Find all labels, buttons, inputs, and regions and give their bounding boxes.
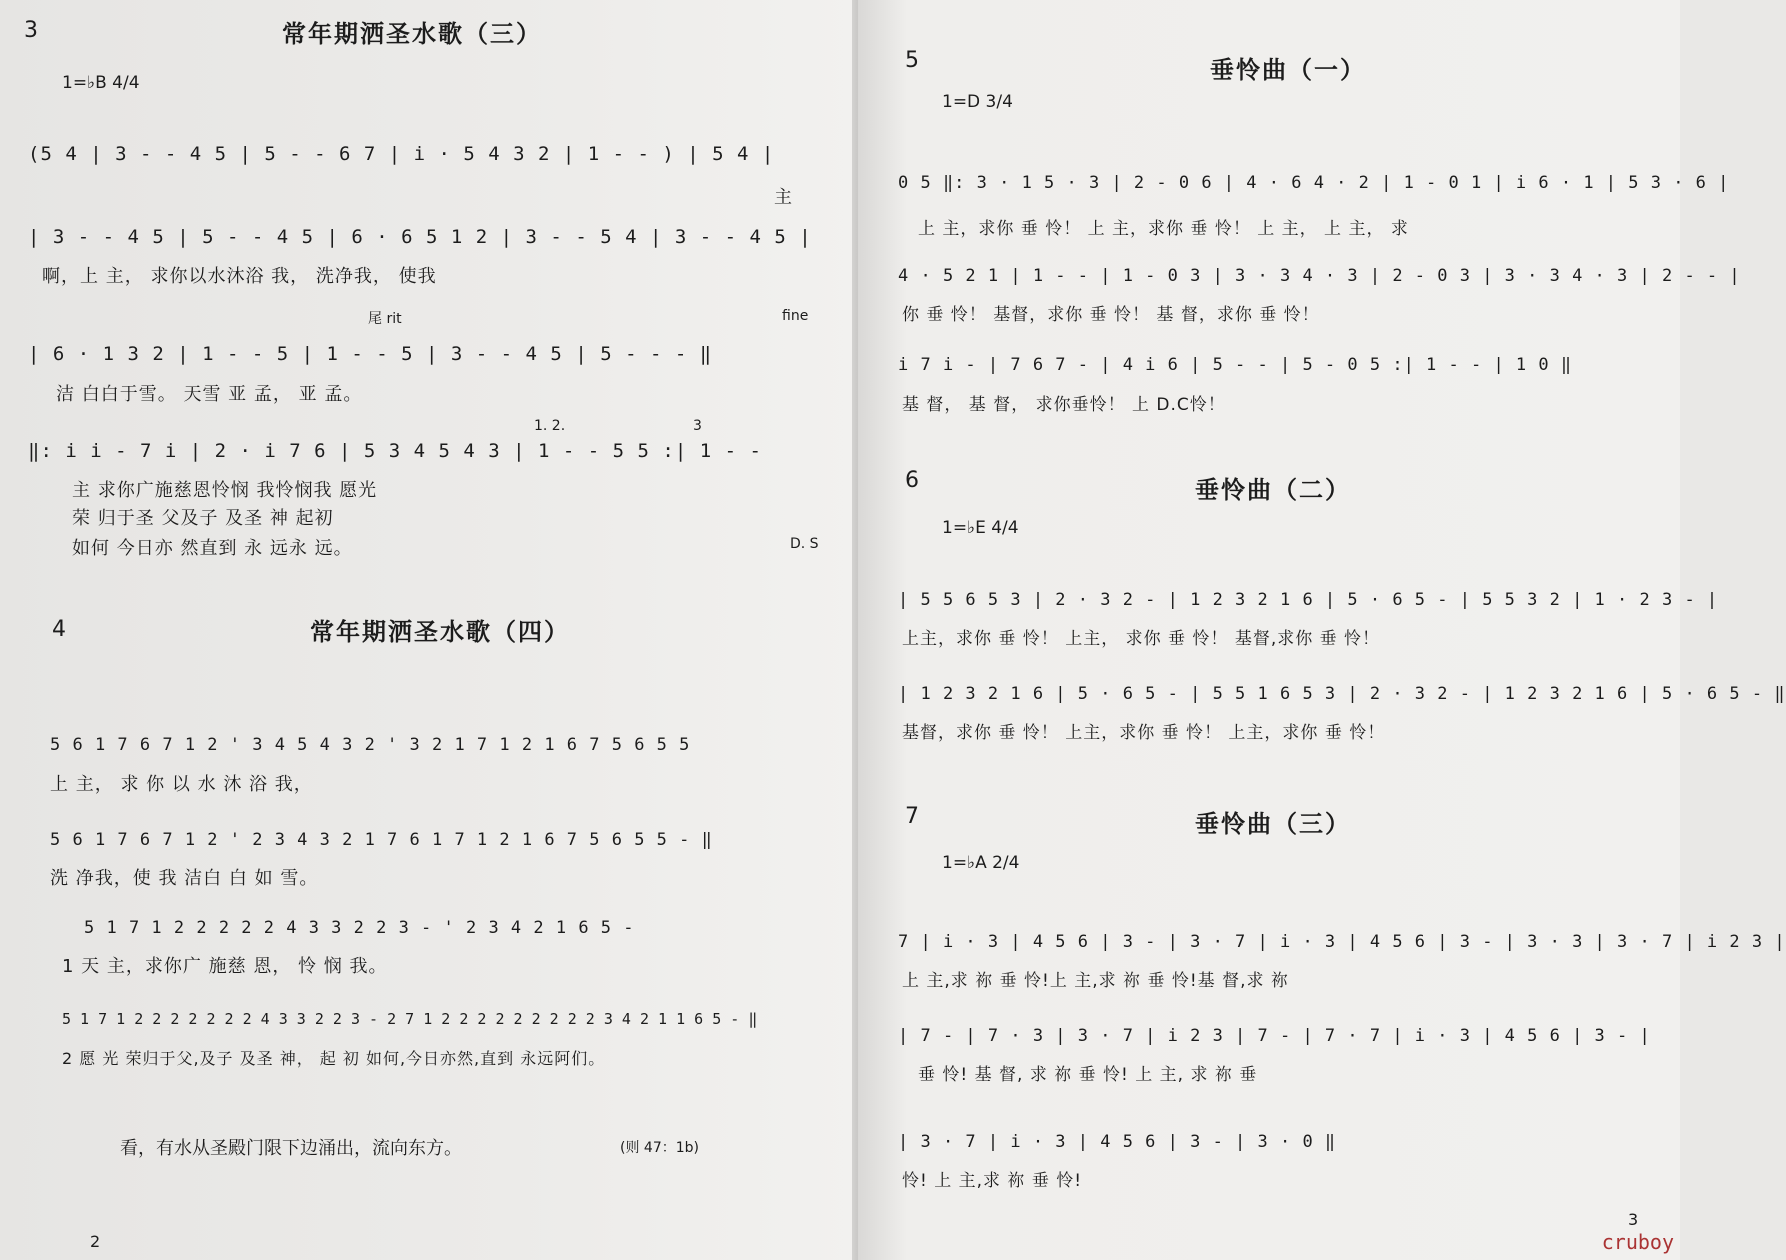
lyrics-row: 啊，上 主， 求你以水沐浴 我， 洗净我， 使我 bbox=[42, 266, 437, 287]
lyrics-row: 上 主， 求 你 以 水 沐 浴 我， bbox=[50, 774, 313, 795]
lyrics-row: 上 主，求你 垂 怜！ 上 主，求你 垂 怜！ 上 主， 上 主， 求 bbox=[918, 219, 1409, 239]
rit-mark: 尾 rit bbox=[368, 311, 402, 327]
song-title: 常年期洒圣水歌（三） bbox=[282, 20, 542, 48]
song-title: 垂怜曲（三） bbox=[1195, 810, 1351, 838]
page-number: 2 bbox=[90, 1232, 101, 1251]
key-signature: 1=♭E 4/4 bbox=[942, 518, 1019, 538]
notation-row: | 6 · 1 3 2 | 1 - - 5 | 1 - - 5 | 3 - - 4 5 | 5 - - - ‖ bbox=[28, 343, 713, 365]
notation-row: | 7 - | 7 · 3 | 3 · 7 | i 2 3 | 7 - | 7 · 7 | i · 3 | 4 5 6 | 3 - | bbox=[898, 1026, 1651, 1046]
key-signature: 1=♭A 2/4 bbox=[942, 853, 1020, 873]
lyrics-row: 洁 白白于雪。 天雪 亚 孟， 亚 孟。 bbox=[56, 384, 363, 405]
song-number: 5 bbox=[905, 48, 919, 73]
ds-mark: D. S bbox=[790, 536, 819, 552]
song-number: 4 bbox=[52, 617, 66, 642]
song-number: 6 bbox=[905, 468, 919, 493]
lyrics-row: 上主，求你 垂 怜！ 上主， 求你 垂 怜！ 基督,求你 垂 怜！ bbox=[902, 629, 1381, 649]
notation-row: i 7 i - | 7 6 7 - | 4 i 6 | 5 - - | 5 - 0 5 :| 1 - - | 1 0 ‖ bbox=[898, 355, 1573, 375]
lyrics-row: 你 垂 怜！ 基督，求你 垂 怜！ 基 督，求你 垂 怜！ bbox=[902, 305, 1320, 325]
watermark: cruboy bbox=[1601, 1230, 1674, 1254]
lyrics-row: 主 bbox=[774, 187, 793, 208]
lyrics-row: 上 主,求 祢 垂 怜!上 主,求 祢 垂 怜!基 督,求 祢 bbox=[902, 971, 1289, 991]
notation-row: 0 5 ‖: 3 · 1 5 · 3 | 2 - 0 6 | 4 · 6 4 · 2 | 1 - 0 1 | i 6 · 1 | 5 3 · 6 | bbox=[898, 173, 1730, 193]
notation-row: ‖: i i - 7 i | 2 · i 7 6 | 5 3 4 5 4 3 | 1 - - 5 5 :| 1 - - bbox=[28, 440, 762, 462]
right-page bbox=[858, 0, 1786, 1260]
lyrics-row: 怜! 上 主,求 祢 垂 怜! bbox=[902, 1171, 1083, 1191]
bleed-through-text bbox=[340, 55, 354, 101]
key-signature: 1=♭B 4/4 bbox=[62, 73, 140, 93]
notation-row: | 3 · 7 | i · 3 | 4 5 6 | 3 - | 3 · 0 ‖ bbox=[898, 1132, 1337, 1152]
volta-3: 3 bbox=[693, 418, 702, 434]
fine-mark: fine bbox=[782, 308, 809, 324]
notation-row: | 5 5 6 5 3 | 2 · 3 2 - | 1 2 3 2 1 6 | 5 · 6 5 - | 5 5 3 2 | 1 · 2 3 - | bbox=[898, 590, 1719, 610]
lyrics-row: 基督，求你 垂 怜！ 上主，求你 垂 怜！ 上主，求你 垂 怜！ bbox=[902, 723, 1386, 743]
lyrics-row: 基 督， 基 督， 求你垂怜！ 上 D.C怜！ bbox=[902, 395, 1226, 415]
song-title: 垂怜曲（二） bbox=[1195, 476, 1351, 504]
lyrics-verse-2: 荣 归于圣 父及子 及圣 神 起初 bbox=[72, 508, 334, 529]
key-signature: 1=D 3/4 bbox=[942, 92, 1013, 112]
song-title: 垂怜曲（一） bbox=[1210, 56, 1366, 84]
lyrics-verse-3: 如何 今日亦 然直到 永 远永 远。 bbox=[72, 538, 353, 559]
song-number: 3 bbox=[24, 18, 38, 43]
notation-row: 5 6 1 7 6 7 1 2 ' 2 3 4 3 2 1 7 6 1 7 1 2 1 6 7 5 6 5 5 - ‖ bbox=[50, 830, 713, 850]
notation-row: 4 · 5 2 1 | 1 - - | 1 - 0 3 | 3 · 3 4 · 3 | 2 - 0 3 | 3 · 3 4 · 3 | 2 - - | bbox=[898, 266, 1741, 286]
left-page bbox=[0, 0, 858, 1260]
page-number: 3 bbox=[1628, 1210, 1639, 1229]
scripture-verse: 看，有水从圣殿门限下边涌出，流向东方。 bbox=[120, 1138, 462, 1159]
notation-row: 5 6 1 7 6 7 1 2 ' 3 4 5 4 3 2 ' 3 2 1 7 1 2 1 6 7 5 6 5 5 bbox=[50, 735, 691, 755]
volta-1-2: 1. 2. bbox=[534, 418, 566, 434]
notation-row: (5 4 | 3 - - 4 5 | 5 - - 6 7 | i · 5 4 3 2 | 1 - - ) | 5 4 | bbox=[28, 143, 775, 165]
notation-row: 5 1 7 1 2 2 2 2 2 4 3 3 2 2 3 - ' 2 3 4 2 1 6 5 - bbox=[84, 918, 635, 938]
song-title: 常年期洒圣水歌（四） bbox=[310, 618, 570, 646]
lyrics-verse-1: 主 求你广施慈恩怜悯 我怜悯我 愿光 bbox=[72, 480, 378, 501]
notation-row: | 1 2 3 2 1 6 | 5 · 6 5 - | 5 5 1 6 5 3 | 2 · 3 2 - | 1 2 3 2 1 6 | 5 · 6 5 - ‖ bbox=[898, 684, 1786, 704]
scripture-reference: (则 47：1b) bbox=[620, 1140, 699, 1156]
lyrics-row: 1 天 主，求你广 施慈 恩， 怜 悯 我。 bbox=[62, 956, 388, 977]
lyrics-row: 垂 怜! 基 督, 求 祢 垂 怜! 上 主, 求 祢 垂 bbox=[918, 1065, 1258, 1085]
notation-row: 7 | i · 3 | 4 5 6 | 3 - | 3 · 7 | i · 3 | 4 5 6 | 3 - | 3 · 3 | 3 · 7 | i 2 3 | bbox=[898, 932, 1786, 952]
lyrics-row: 2 愿 光 荣归于父,及子 及圣 神， 起 初 如何,今日亦然,直到 永远阿们。 bbox=[62, 1049, 606, 1068]
lyrics-row: 洗 净我，使 我 洁白 白 如 雪。 bbox=[50, 868, 319, 889]
notation-row: 5 1 7 1 2 2 2 2 2 2 2 4 3 3 2 2 3 - 2 7 1 2 2 2 2 2 2 2 2 2 3 4 2 1 1 6 5 - ‖ bbox=[62, 1010, 758, 1028]
song-number: 7 bbox=[905, 804, 919, 829]
notation-row: | 3 - - 4 5 | 5 - - 4 5 | 6 · 6 5 1 2 | 3 - - 5 4 | 3 - - 4 5 | bbox=[28, 226, 812, 248]
